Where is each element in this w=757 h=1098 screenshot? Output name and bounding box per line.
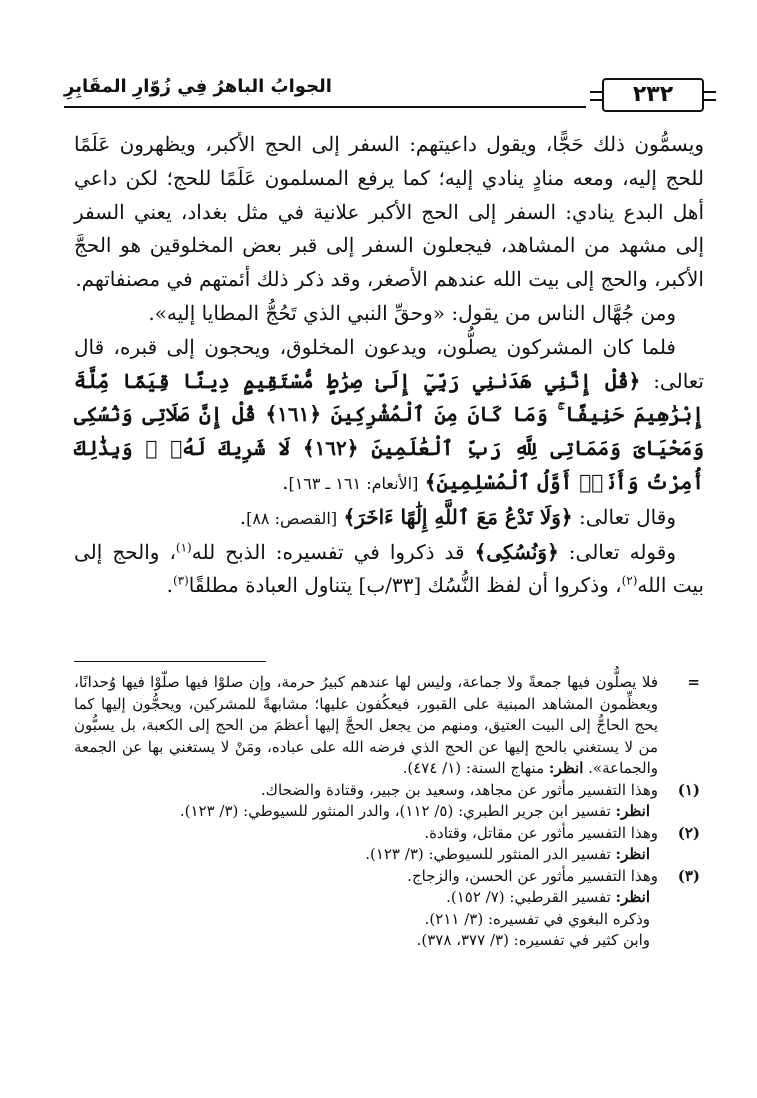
see-label: انظر: [615, 802, 650, 820]
paragraph-5-text-d: ، وذكروا أن لفظ النُّسُك [٣٣/ب] يتناول العبادة مطلقًا [188, 573, 622, 598]
footnote-1-mark: (١) [677, 780, 700, 799]
paragraph-5-text-a: وقوله تعالى: [568, 539, 676, 564]
footnote-3-line-3: وذكره البغوي في تفسيره: (٣/ ٢١١). [424, 909, 650, 928]
main-text [74, 128, 704, 603]
paragraph-3: فلما كان المشركون يصلُّون، ويدعون المخلوق، ويحجون إلى قبره، قال تعالى: ﴿قُلْ إِنَّنِي هَدَىٰنِي رَبِّيٓ إِلَىٰ صِرَٰطٍ مُّسْتَقِيمٍ دِينًا قِيَمًا مِّلَّةَ إِبْرَٰهِيمَ حَنِيفًا ۚ وَمَا كَانَ مِنَ ٱلْمُشْرِكِينَ ﴿١٦١﴾ قُلْ إِنَّ صَلَاتِى وَنُسُكِى وَمَحْيَاىَ وَمَمَاتِى لِلَّهِ رَبِّ ٱلْعَٰلَمِينَ ﴿١٦٢﴾ لَا شَرِيكَ لَهُۥ ۖ وَبِذَٰلِكَ أُمِرْتُ وَأَنَا۠ أَوَّلُ ٱلْمُسْلِمِينَ﴾ [الأنعام: ١٦١ ـ ١٦٣]. [74, 334, 704, 494]
quran-verse-qasas: ﴿وَلَا تَدْعُ مَعَ ٱللَّهِ إِلَٰهًا ءَاخَرَ﴾ [343, 504, 573, 529]
footnote-2 [74, 823, 704, 866]
see-label: انظر: [548, 759, 584, 777]
page-header [64, 70, 704, 120]
footnote-ref-1: (١) [175, 539, 192, 554]
quran-verse-anam: ﴿قُلْ إِنَّنِي هَدَىٰنِي رَبِّيٓ إِلَىٰ صِرَٰطٍ مُّسْتَقِيمٍ دِينًا قِيَمًا مِّلَّةَ إِبْرَٰهِيمَ حَنِيفًا ۚ وَمَا كَانَ مِنَ ٱلْمُشْرِكِينَ ﴿١٦١﴾ قُلْ إِنَّ صَلَاتِى وَنُسُكِى وَمَحْيَاىَ وَمَمَاتِى لِلَّهِ رَبِّ ٱلْعَٰلَمِينَ ﴿١٦٢﴾ لَا شَرِيكَ لَهُۥ ۖ وَبِذَٰلِكَ أُمِرْتُ وَأَنَا۠ أَوَّلُ ٱلْمُسْلِمِينَ﴾ [74, 368, 704, 494]
quran-word-nusuk: ﴿وَنُسُكِى﴾ [474, 539, 559, 564]
footnote-2-line-2: انظر: تفسير الدر المنثور للسيوطي: (٣/ ١٢٣). [365, 845, 650, 863]
footnote-3 [74, 866, 704, 952]
footnote-2-mark: (٢) [677, 823, 700, 842]
header-rule [64, 106, 586, 108]
verse-reference-qasas: [القصص: ٨٨] [246, 508, 338, 528]
paragraph-4-text: وقال تعالى: [578, 504, 676, 529]
see-label: انظر: [615, 845, 650, 863]
footnote-continuation [74, 672, 704, 780]
see-label: انظر: [615, 888, 650, 906]
footnote-ref-2: (٢) [621, 573, 638, 588]
footnote-3-line-4: وابن كثير في تفسيره: (٣/ ٣٧٧، ٣٧٨). [416, 931, 650, 949]
paragraph-5-text-b: قد ذكروا في تفسيره: الذبح لله [191, 539, 465, 564]
footnote-3-line-2: انظر: تفسير القرطبي: (٧/ ١٥٢). [446, 888, 650, 906]
footnotes [74, 672, 704, 952]
footnote-continuation-text: فلا يصلُّون فيها جمعةً ولا جماعة، وليس لها عندهم كبيرُ حرمة، وإن صلوْا فيها صلّوْا فيها وُحدانًا، ويعظِّمون المشاهد المبنية على القبور، فيعكُفون عليها؛ مشابهةً للمشركين، ويحجُّون إليها كما يحج الحاجُّ إلى البيت العتيق، ومنهم من يجعل الحجَّ إليها أعظمَ من الحج إلى الكعبة، بل يسبُّون من لا يستغني بالحج إليها عن الحج الذي فرضه الله على عباده، ومَنْ لا يستغني بها عن الجمعة والجماعة». انظر: منهاج السنة: (١/ ٤٧٤). [74, 673, 658, 777]
paragraph-5-text-c: ، والحج إلى بيت الله [74, 539, 704, 598]
footnote-1-line-1: وهذا التفسير مأثور عن مجاهد، وسعيد بن جبير، وقتادة والضحاك. [260, 780, 658, 799]
paragraph-5-text-e: . [166, 573, 173, 598]
footnote-separator [74, 661, 266, 662]
paragraph-1: ويسمُّون ذلك حَجًّا، ويقول داعيتهم: السفر إلى الحج الأكبر، ويظهرون عَلَمًا للحج إليه، ومعه منادٍ ينادي إليه؛ كما يرفع المسلمون عَلَمًا للحج؛ لكن داعي أهل البدع ينادي: السفر إلى الحج الأكبر علانية في مثل بغداد، يعني السفر إلى مشهد من المشاهد، فيجعلون السفر إلى قبر بعض المخلوقين هو الحجَّ الأكبر، والحج إلى بيت الله عندهم الأصغر، وقد ذكر ذلك أئمتهم في مصنفاتهم. [74, 132, 704, 292]
paragraph-4: وقال تعالى: ﴿وَلَا تَدْعُ مَعَ ٱللَّهِ إِلَٰهًا ءَاخَرَ﴾ [القصص: ٨٨]. [239, 504, 676, 529]
footnote-1-line-2: انظر: تفسير ابن جرير الطبري: (٥/ ١١٢)، والدر المنثور للسيوطي: (٣/ ١٢٣). [179, 802, 650, 820]
footnote-continuation-ref: منهاج السنة: (١/ ٤٧٤). [402, 759, 545, 777]
paragraph-2: ومن جُهَّال الناس من يقول: «وحقِّ النبي الذي تَحُجُّ المطايا إليه». [148, 300, 676, 325]
paragraph-5 [74, 536, 704, 604]
running-title: الجوابُ الباهرُ فِي زُوّارِ المقَابِرِ [64, 76, 332, 97]
continuation-mark: = [687, 673, 700, 691]
verse-reference-anam: [الأنعام: ١٦١ ـ ١٦٣] [288, 473, 419, 493]
footnote-3-mark: (٣) [677, 866, 700, 885]
footnote-3-line-1: وهذا التفسير مأثور عن الحسن، والزجاج. [407, 866, 658, 885]
footnote-ref-3: (٣) [172, 573, 189, 588]
footnote-1 [74, 780, 704, 823]
footnote-2-line-1: وهذا التفسير مأثور عن مقاتل، وقتادة. [424, 823, 658, 842]
page-number: ٢٣٢ [602, 78, 704, 112]
paragraph-3-text: فلما كان المشركون يصلُّون، ويدعون المخلوق، ويحجون إلى قبره، قال تعالى: [74, 334, 704, 393]
